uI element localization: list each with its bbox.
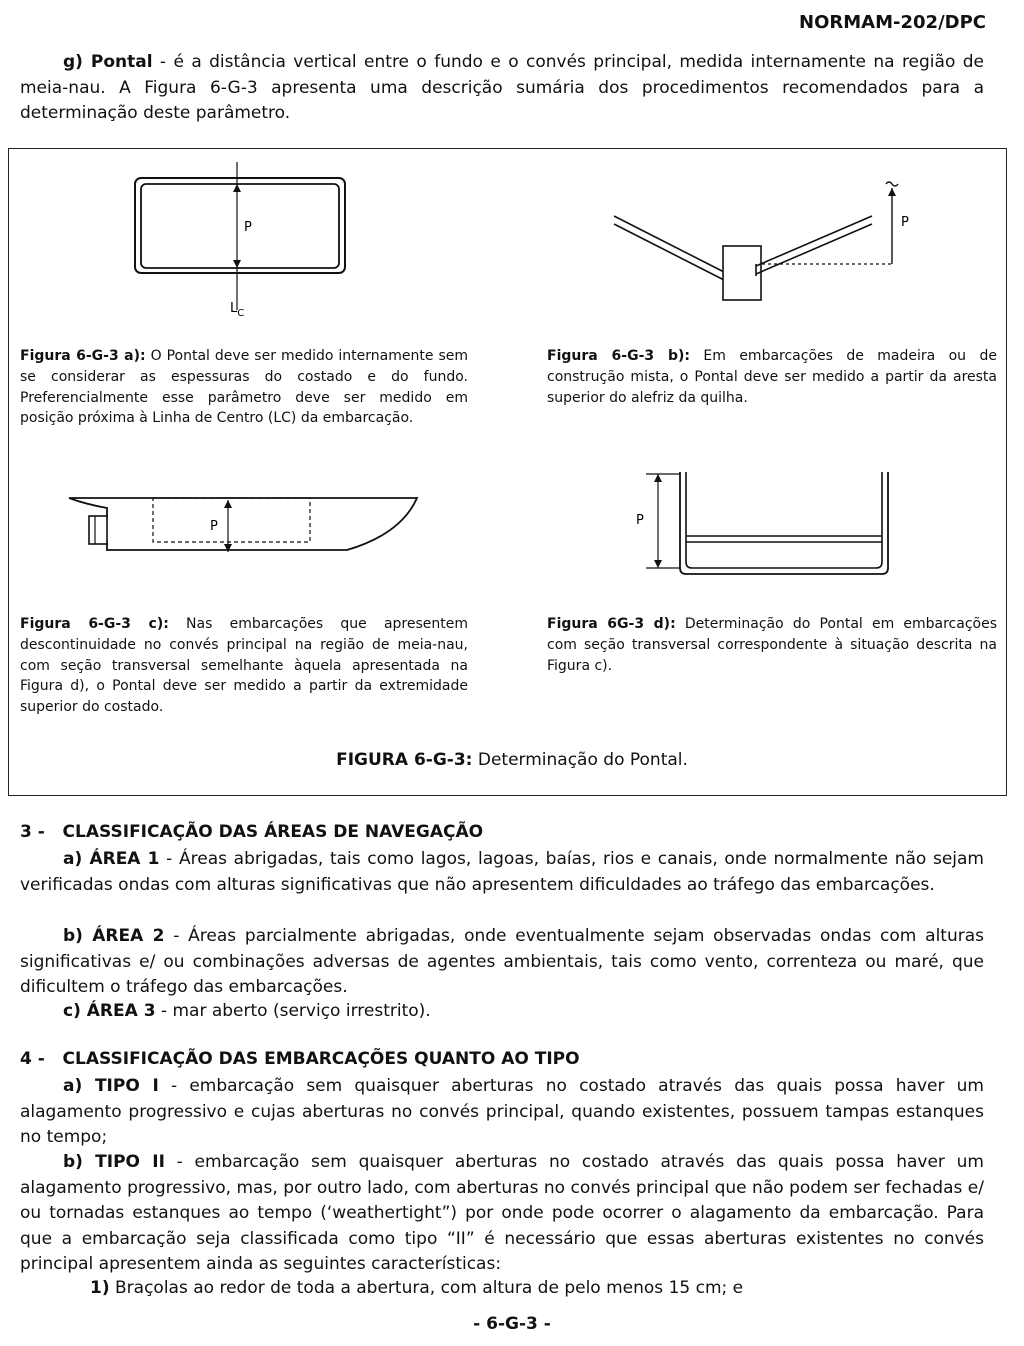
- section-3-item-b-text: - Áreas parcialmente abrigadas, onde eventualmente sejam observadas ondas com alturas significativas e/ ou combinações adversas de agentes ambientais, tais como vento, correnteza ou maré, que dificultem o tráfego das embarcações.: [20, 926, 985, 997]
- deck-discontinuity-dashed: [153, 498, 310, 542]
- p-label: P: [901, 215, 909, 230]
- section-3-item-c-text: - mar aberto (serviço irrestrito).: [155, 1001, 431, 1021]
- section-4-item-b1-text: Braçolas ao redor de toda a abertura, com altura de pelo menos 15 cm; e: [109, 1278, 744, 1298]
- caption-b-lead: Figura 6-G-3 b):: [547, 348, 690, 364]
- p-label: P: [244, 220, 252, 235]
- figure-b-diagram: [610, 178, 930, 308]
- section-4-item-a-lead: a) TIPO I: [63, 1076, 159, 1096]
- section-inner: [686, 472, 882, 568]
- section-4-heading: 4 - CLASSIFICAÇÃO DAS EMBARCAÇÕES QUANTO AO TIPO: [20, 1049, 580, 1069]
- section-4-item-a-text: - embarcação sem quaisquer aberturas no costado através das quais possa haver um alagamento progressivo e cujas aberturas no convés principal, quando existentes, possuem tampas estanques no tempo;: [20, 1076, 984, 1147]
- page-header: NORMAM-202/DPC: [799, 12, 986, 33]
- figure-title: [0, 750, 1024, 770]
- arrow-up-icon: [224, 500, 232, 508]
- intro-paragraph: [20, 50, 984, 127]
- figure-title-text: Determinação do Pontal.: [472, 750, 688, 770]
- arrow-down-icon: [654, 560, 662, 568]
- caption-c-text: Nas embarcações que apresentem descontinuidade no convés principal na região de meia-nau, com seção transversal semelhante àquela apresentada na Figura d), o Pontal deve ser medido a partir da extremidade superior do costado.: [20, 616, 469, 716]
- hull-section-outer: [135, 178, 345, 273]
- section-3-item-a: [20, 847, 984, 898]
- caption-b-text: Em embarcações de madeira ou de construção mista, o Pontal deve ser medido a partir da aresta superior do alefriz da quilha.: [547, 348, 997, 406]
- section-3-item-c: [20, 999, 984, 1025]
- caption-d-lead: Figura 6G-3 d):: [547, 616, 676, 632]
- intro-text: - é a distância vertical entre o fundo e o convés principal, medida internamente na região de meia-nau. A Figura 6-G-3 apresenta uma descrição sumária dos procedimentos recomendados para a determinação deste parâmetro.: [20, 52, 985, 123]
- section-4-item-b1-lead: 1): [90, 1278, 110, 1298]
- section-4-item-b: [20, 1150, 984, 1278]
- caption-a-text: O Pontal deve ser medido internamente sem se considerar as espessuras do costado e do fundo. Preferencialmente esse parâmetro deve ser medido em posição próxima à Linha de Centro (LC) da embarcação.: [20, 348, 468, 427]
- caption-c: [20, 614, 468, 718]
- section-outer: [680, 472, 888, 574]
- caption-a-lead: Figura 6-G-3 a):: [20, 348, 146, 364]
- figure-d-diagram: [630, 466, 900, 586]
- p-label: P: [636, 513, 644, 528]
- section-3-item-b: [20, 924, 984, 1001]
- figure-c-diagram: [65, 490, 425, 560]
- section-4-item-b-text: - embarcação sem quaisquer aberturas no costado através das quais possa haver um alagamento progressivo, mas, por outro lado, com aberturas no convés principal que não podem ser fechadas e/ ou tornadas estanques ao tempo (‘weathertight”) por onde pode ocorrer o alagamento da embarcação. Para que a embarcação seja classificada como tipo “II” é necessário que essas aberturas existentes no convés principal apresentem ainda as seguintes características:: [20, 1152, 984, 1274]
- arrow-up-icon: [888, 188, 896, 196]
- section-4-item-b-lead: b) TIPO II: [63, 1152, 165, 1172]
- figure-a-diagram: [120, 160, 360, 320]
- hull-plank-left-upper: [614, 216, 724, 272]
- p-label: P: [210, 519, 218, 534]
- caption-a: [20, 346, 468, 429]
- hull-section-inner: [141, 184, 339, 268]
- hull-plank-left-lower: [614, 224, 724, 280]
- caption-c-lead: Figura 6-G-3 c):: [20, 616, 169, 632]
- intro-lead: g) Pontal: [63, 52, 153, 72]
- hull-plank-right-upper: [756, 216, 872, 266]
- caption-d-text: Determinação do Pontal em embarcações com seção transversal correspondente à situação descrita na Figura c).: [547, 616, 997, 674]
- arrow-up-icon: [233, 184, 241, 192]
- lc-label: $L_C$: [230, 301, 245, 319]
- figure-title-lead: FIGURA 6-G-3:: [336, 750, 473, 770]
- break-mark-icon: [886, 182, 898, 186]
- section-3-item-b-lead: b) ÁREA 2: [63, 926, 165, 946]
- transom: [89, 516, 107, 544]
- section-4-item-b1: [20, 1276, 984, 1302]
- caption-d: [547, 614, 997, 676]
- page-number: - 6-G-3 -: [473, 1314, 551, 1334]
- arrow-down-icon: [233, 260, 241, 268]
- caption-b: [547, 346, 997, 408]
- section-3-heading: 3 - CLASSIFICAÇÃO DAS ÁREAS DE NAVEGAÇÃO: [20, 822, 484, 842]
- arrow-up-icon: [654, 474, 662, 482]
- section-3-item-a-lead: a) ÁREA 1: [63, 849, 160, 869]
- section-4-item-a: [20, 1074, 984, 1151]
- section-3-item-c-lead: c) ÁREA 3: [63, 1001, 156, 1021]
- hull-plank-right-lower: [756, 224, 872, 274]
- section-3-item-a-text: - Áreas abrigadas, tais como lagos, lagoas, baías, rios e canais, onde normalmente não sejam verificadas ondas com alturas significativas que não apresentem dificuldades ao tráfego das embarcações.: [20, 849, 984, 895]
